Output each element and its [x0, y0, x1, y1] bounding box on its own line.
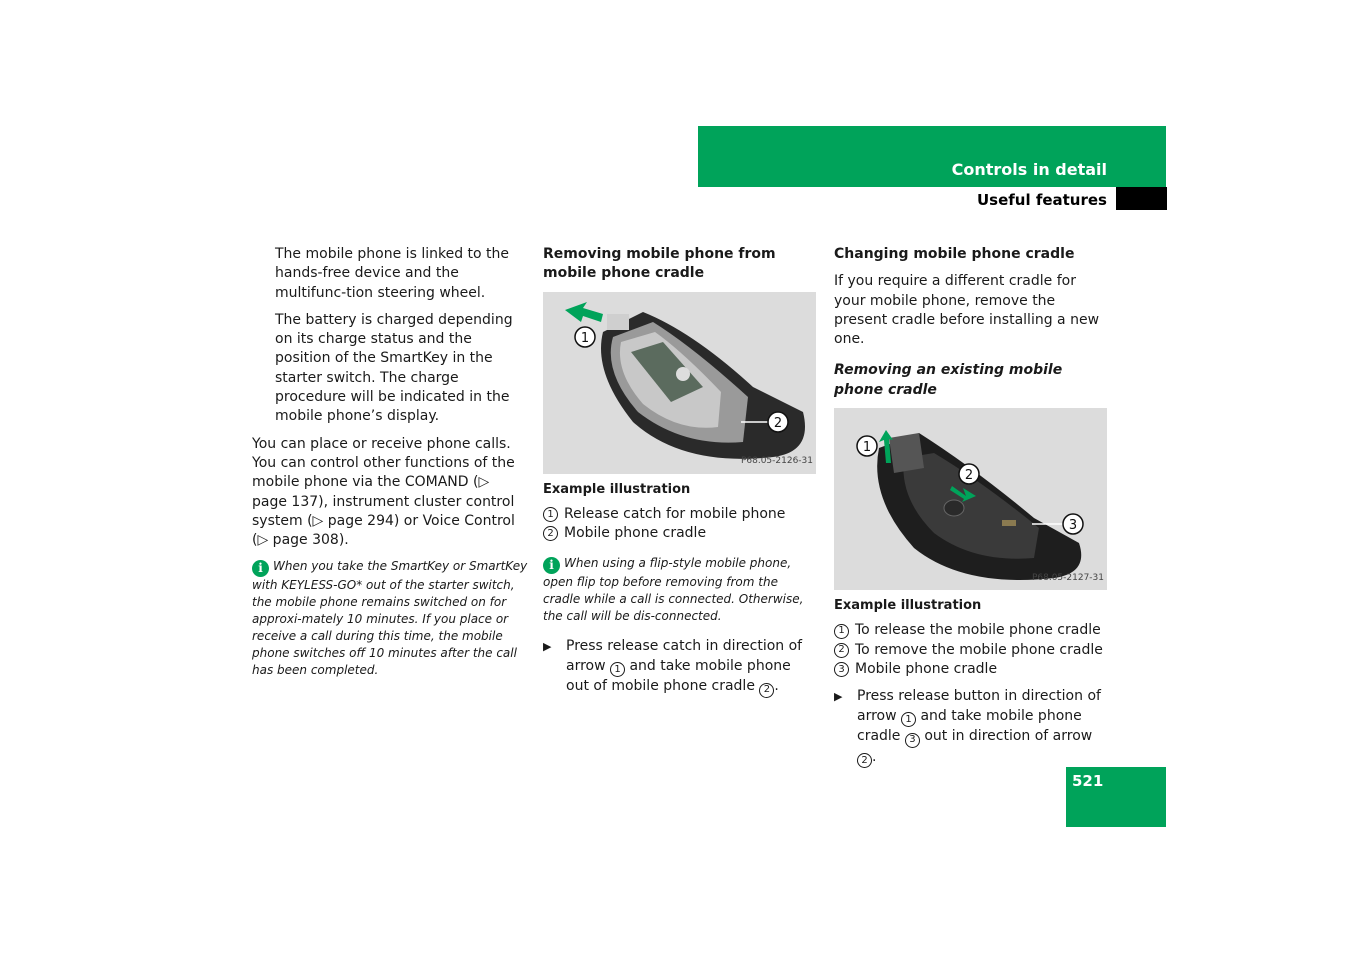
- legend-item: [543, 524, 817, 543]
- section-subtitle: Useful features: [976, 191, 1107, 209]
- instruction-text: [566, 637, 817, 697]
- step-text: .: [872, 748, 877, 765]
- callout-number: 1: [610, 662, 625, 677]
- figure-caption: Example illustration: [834, 598, 982, 614]
- figure-phone-in-cradle: [543, 292, 816, 474]
- legend-item: [834, 660, 1108, 679]
- legend-text: Release catch for mobile phone: [564, 505, 786, 522]
- step-text: Press release button in direction of arrow: [857, 688, 1101, 724]
- legend-item: [543, 505, 817, 524]
- paragraph-linked: The mobile phone is linked to the hands-free device and the multifunc-tion steering wheel.: [275, 246, 510, 301]
- legend-text: Mobile phone cradle: [564, 525, 707, 542]
- column-2: [543, 245, 817, 698]
- legend-item: [834, 621, 1108, 640]
- step-text: out in direction of arrow: [919, 728, 1093, 745]
- info-note: [543, 555, 817, 625]
- figure-caption: Example illustration: [543, 481, 691, 497]
- figure-code: P68.05-2126-31: [740, 456, 813, 467]
- phone-cradle-illustration: [543, 292, 816, 474]
- column-1: [252, 245, 528, 679]
- subheading-removing-cradle: Removing an existing mobile phone cradle: [834, 362, 1063, 398]
- instruction-step: [834, 687, 1108, 768]
- svg-text:1: 1: [862, 440, 872, 456]
- paragraph-different-cradle: If you require a different cradle for your mobile phone, remove the present cradle before installing a new one.: [834, 273, 1100, 348]
- info-note-text: When you take the SmartKey or SmartKey with KEYLESS-GO* out of the starter switch, the mobile phone remains switched on for approxi-mately 10 minutes. If you place or receive a call during this time, the mobile phone switches off 10 minutes after the call has been completed.: [252, 559, 528, 678]
- svg-text:2: 2: [773, 415, 783, 431]
- info-note: [252, 558, 528, 679]
- legend-text: To remove the mobile phone cradle: [855, 641, 1103, 658]
- svg-text:3: 3: [1068, 518, 1078, 534]
- callout-number: 1: [543, 507, 558, 522]
- paragraph-calls: You can place or receive phone calls. You can control other functions of the mobile phone via the COMAND (▷ page 137), instrument cluster control system (▷ page 294) or Voice Control (▷ page 308).: [252, 435, 515, 549]
- info-note-text: When using a flip-style mobile phone, open flip top before removing from the cradle while a call is connected. Otherwise, the call will be dis-connected.: [543, 556, 804, 624]
- section-title: Controls in detail: [951, 160, 1107, 179]
- info-icon: i: [543, 557, 560, 574]
- svg-text:1: 1: [580, 330, 590, 346]
- page-number: 521: [1072, 772, 1104, 790]
- header-marker-block: [1116, 187, 1167, 210]
- callout-number: 2: [857, 753, 872, 768]
- triangle-right-icon: ▶: [834, 690, 843, 704]
- info-icon: i: [252, 560, 269, 577]
- heading-removing-phone: Removing mobile phone from mobile phone cradle: [543, 246, 776, 282]
- step-text: .: [774, 678, 779, 695]
- step-text: and take mobile phone cradle: [857, 707, 1082, 745]
- svg-text:2: 2: [964, 468, 974, 484]
- figure-code: P68.05-2127-31: [1031, 572, 1104, 583]
- callout-number: 1: [901, 712, 916, 727]
- column-3: [834, 245, 1108, 768]
- callout-number: 1: [834, 624, 849, 639]
- instruction-step: [543, 637, 817, 697]
- paragraph-battery: The battery is charged depending on its charge status and the position of the SmartKey in the starter switch. The charge procedure will be indicated in the mobile phone’s display.: [275, 311, 513, 425]
- instruction-text: [857, 687, 1108, 768]
- step-text: Press release catch in direction of arrow: [566, 638, 803, 674]
- callout-number: 2: [759, 683, 774, 698]
- figure-cradle: [834, 408, 1107, 590]
- step-text: and take mobile phone out of mobile phone cradle: [566, 657, 791, 695]
- legend-item: [834, 641, 1108, 660]
- cradle-illustration: [834, 408, 1107, 590]
- triangle-right-icon: ▶: [543, 640, 552, 654]
- callout-number: 3: [905, 733, 920, 748]
- legend-text: To release the mobile phone cradle: [855, 622, 1101, 639]
- legend-text: Mobile phone cradle: [855, 660, 998, 677]
- callout-number: 2: [543, 526, 558, 541]
- callout-number: 2: [834, 643, 849, 658]
- heading-changing-cradle: Changing mobile phone cradle: [834, 246, 1075, 262]
- callout-number: 3: [834, 662, 849, 677]
